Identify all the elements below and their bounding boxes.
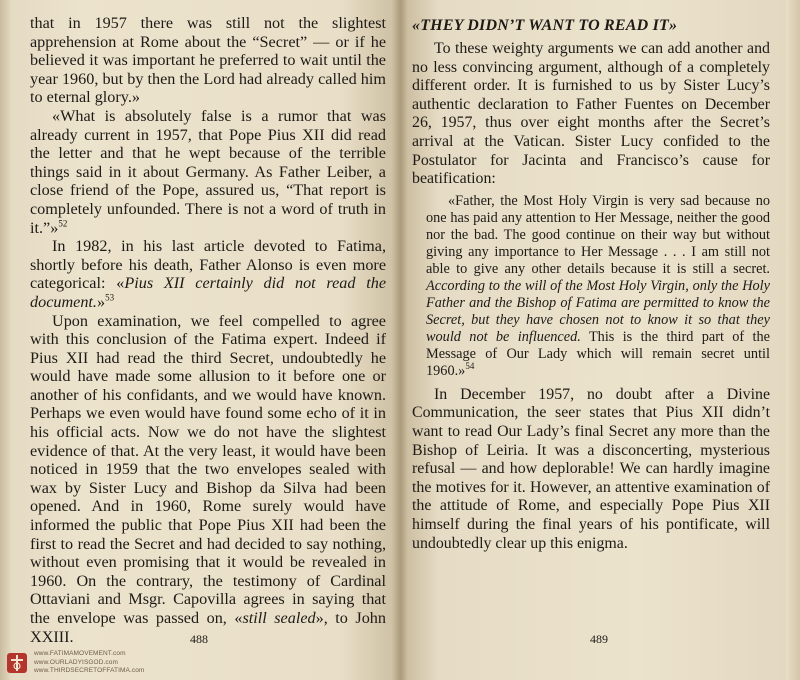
alonso-quote-close: » — [96, 292, 106, 311]
left-paragraph-alonso — [30, 237, 386, 311]
watermark-footer — [6, 648, 206, 678]
left-page-edge — [0, 0, 12, 680]
watermark-url-3[interactable]: www.THIRDSECRETOFFATIMA.com — [34, 667, 145, 675]
footnote-ref-54: 54 — [465, 360, 475, 371]
lucy-quote-end: This is the third part of the Message of Our Lady which will remain secret until 1960.» — [426, 328, 770, 379]
left-paragraph-examination — [30, 312, 386, 647]
footnote-ref-53: 53 — [105, 292, 115, 303]
lucy-quote — [426, 193, 770, 380]
still-sealed-phrase: still sealed — [242, 609, 316, 627]
examination-text: Upon examination, we feel compelled to agree with this conclusion of the Fatima expert. Indeed if Pius XII had read the third Secret, undoubtedly he would have made some allusion to it before one or another of his confidants, and we would have known. Perhaps we even would have found some echo of it in his official acts. Now we do not have the slightest evidence of that. At the very least, it would have been noticed in 1959 that the two envelopes sealed with wax by Sister Lucy and Bishop da Silva had been opened. And in 1960, Rome surely would have informed the public that Pope Pius XII had been the first to read the Secret and had decided to say nothing, without even promising that it would be revealed in 1960. On the contrary, the testimony of Cardinal Ottaviani and Msgr. Capovilla agrees in saying that the envelope was passed on, « — [30, 311, 386, 627]
left-paragraph-rumor — [30, 107, 386, 237]
watermark-url-2[interactable]: www.OURLADYISGOD.com — [34, 658, 118, 666]
rumor-text: «What is absolutely false is a rumor that was already current in 1957, that Pope Pius XII did read the letter and that he wept because of the terrible things said in it about Germany. As Father Leiber, a close friend of the Pope, assured us, “That report is completely unfounded. There is not a word of truth in it.”» — [30, 106, 386, 237]
fatima-movement-logo-icon — [6, 652, 28, 674]
watermark-urls — [34, 650, 144, 676]
watermark-url-1[interactable]: www.FATIMAMOVEMENT.com — [34, 650, 126, 657]
book-gutter — [392, 0, 408, 680]
alonso-quote: Pius XII certainly did not read the document. — [30, 274, 387, 311]
chapter-heading: «THEY DIDN’T WANT TO READ IT» — [412, 17, 678, 34]
right-paragraph-intro: To these weighty arguments we can add another and no less convincing argument, although of a completely different order. It is furnished to us by Sister Lucy’s authentic declaration to Father Fuentes on December 26, 1957, thus over eight months after the Secret’s arrival at the Vatican. Sister Lucy confided to the Postulator for Jacinta and Francisco’s cause for beatification: — [412, 40, 770, 188]
lucy-quote-plain: «Father, the Most Holy Virgin is very sad because no one has paid any attention to Her Message, neither the good nor the bad. The good continue on their way but without giving any importance to Her Message . . . I am still not able to give any other details because it is still a secret. — [426, 192, 770, 277]
right-page — [400, 0, 800, 680]
alonso-lead: In 1982, in his last article devoted to Fatima, shortly before his death, Father Alonso is even more categorical: « — [30, 237, 386, 293]
lucy-quote-italic: According to the will of the Most Holy Virgin, only the Holy Father and the Bishop of Fatima are permitted to know the Secret, but they have chosen not to know it so that they would not be influenced. — [426, 277, 770, 345]
still-sealed-close: » — [315, 609, 324, 627]
page-number-right: 489 — [590, 632, 608, 646]
examination-end: , to John XXIII. — [30, 609, 386, 646]
left-paragraph-continuation: that in 1957 there was still not the slightest apprehension at Rome about the “Secret” — or if he believed it was important he preferred to wait until the year 1960, but by then the Lord had already called him to eternal glory.» — [30, 14, 386, 107]
right-paragraph-closing: In December 1957, no doubt after a Divine Communication, the seer states that Pius XII didn’t want to read Our Lady’s final Secret any more than the Bishop of Leiria. It was a disconcerting, mysterious refusal — and how deplorable! We can hardly imagine the motives for it. However, an attentive examination of the attitude of Rome, and especially Pope Pius XII himself during the final years of his pontificate, will undoubtedly clear up this enigma. — [412, 385, 770, 552]
footnote-ref-52: 52 — [58, 218, 68, 229]
lucy-quote-block — [426, 193, 770, 380]
page-number-left: 488 — [190, 632, 208, 646]
right-page-edge — [786, 0, 800, 680]
